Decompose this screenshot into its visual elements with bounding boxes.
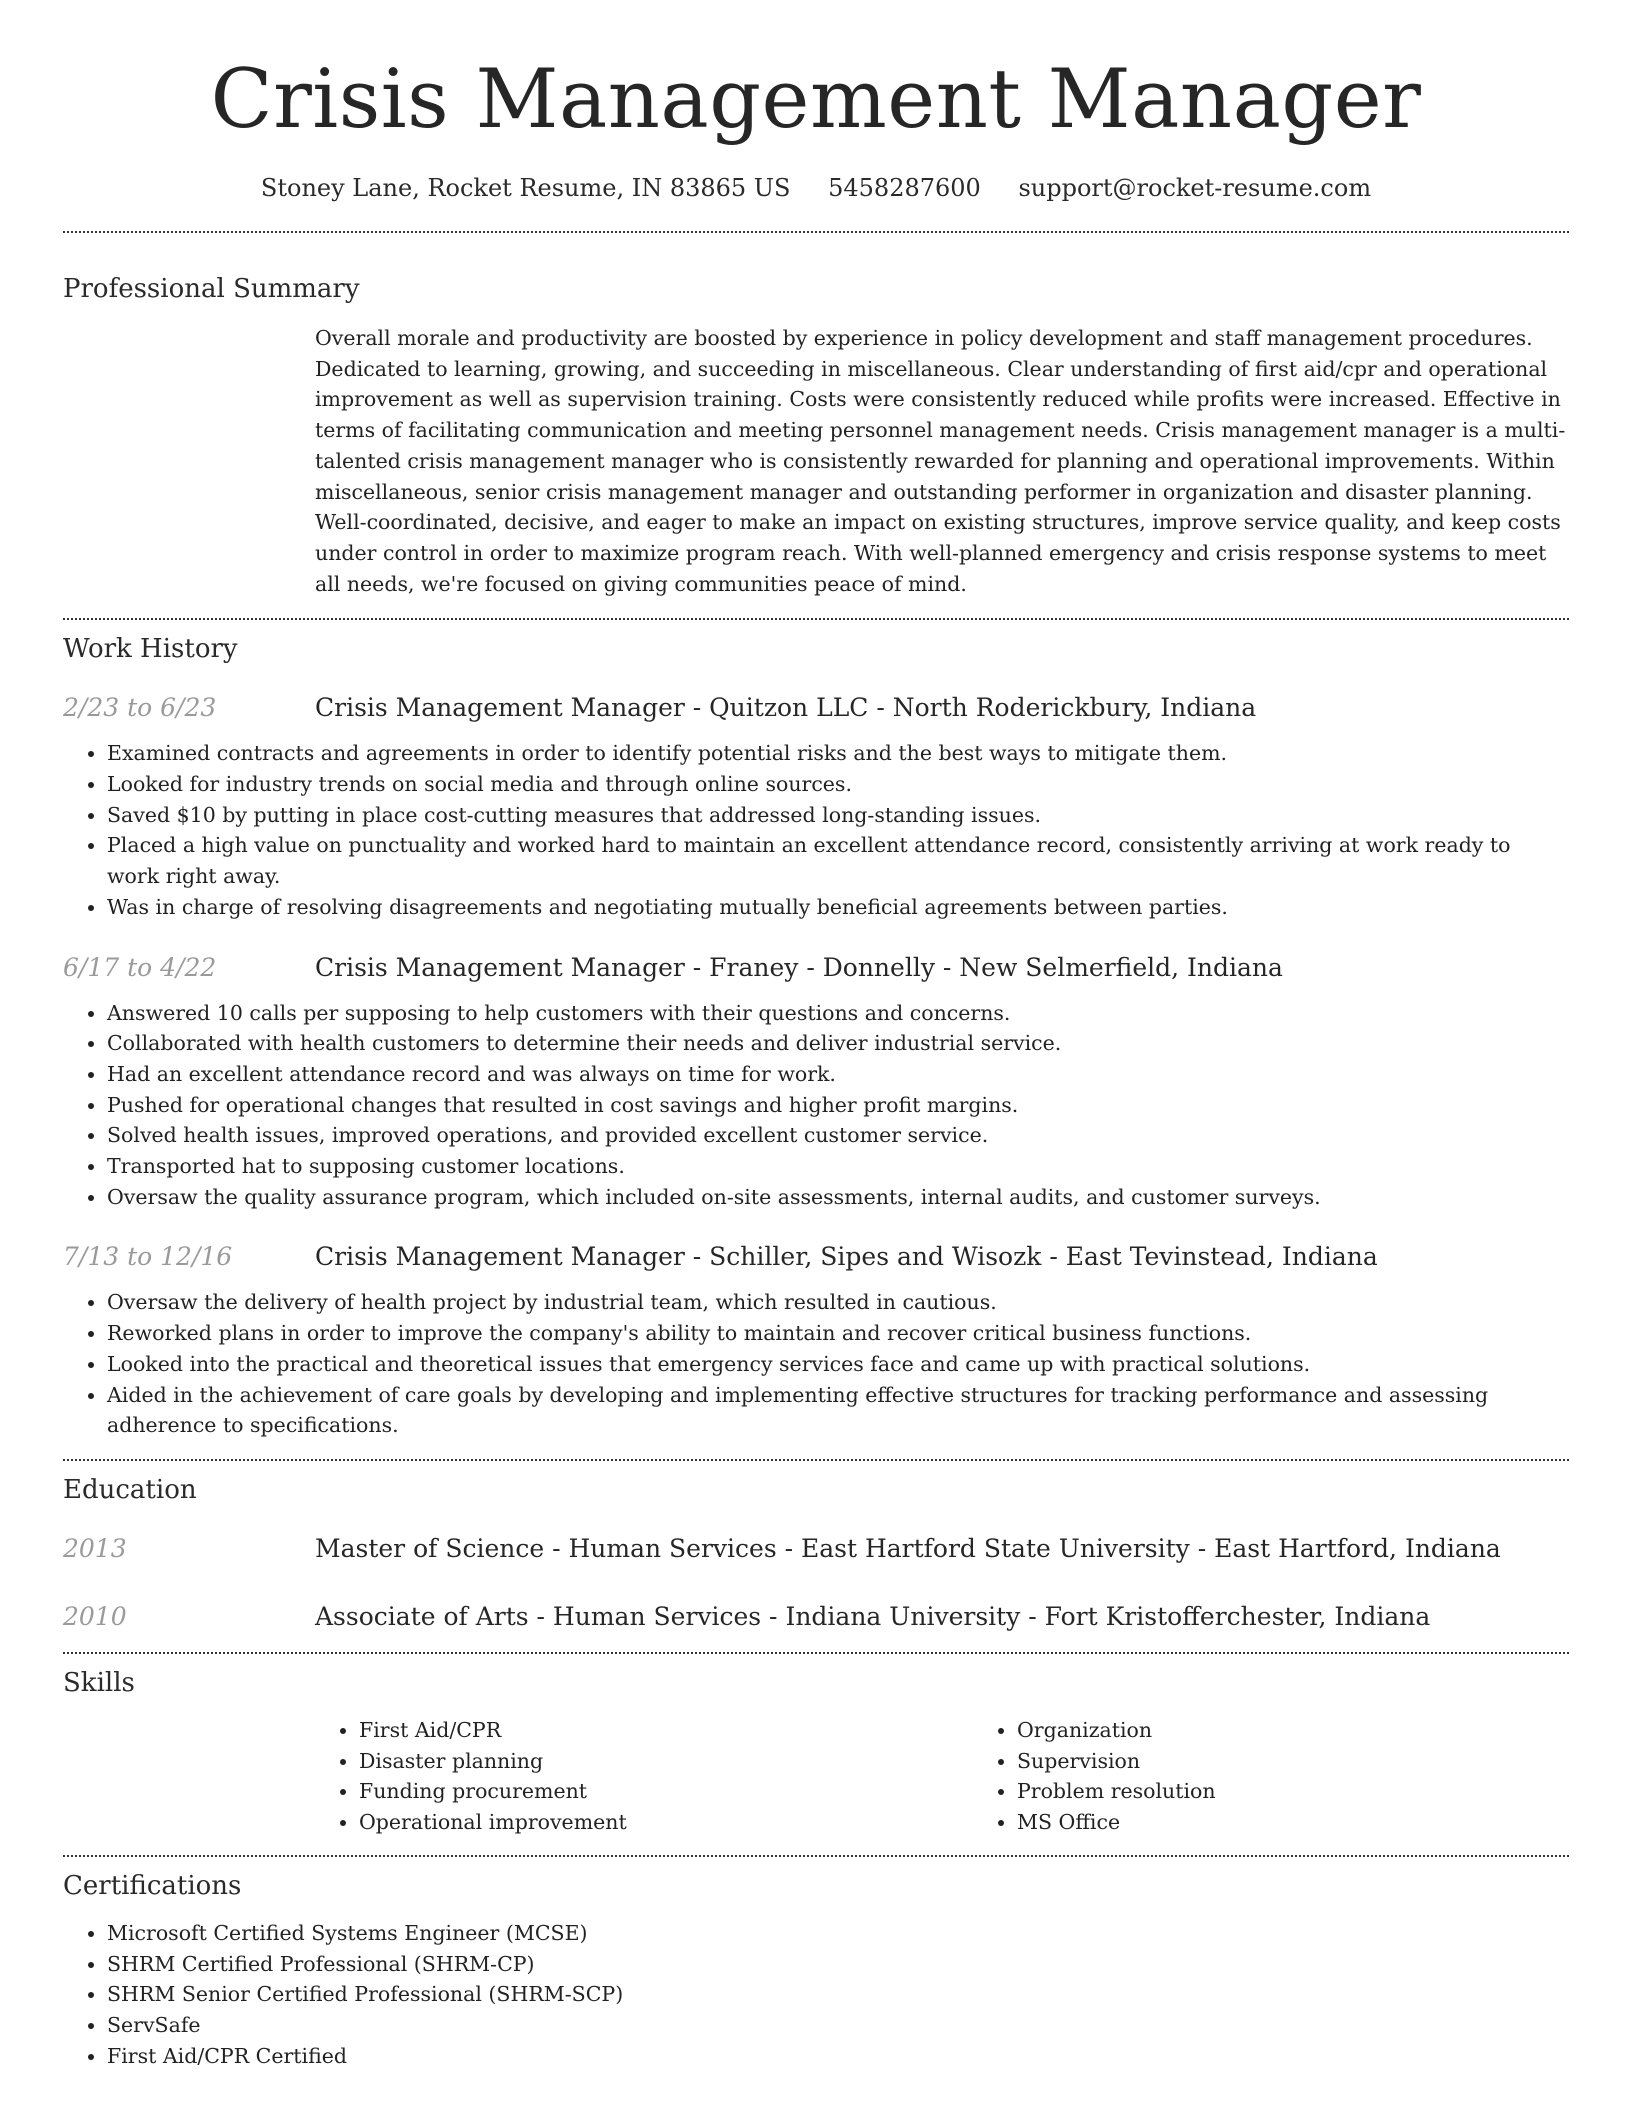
education-date: 2010 <box>63 1601 127 1631</box>
list-item: • Funding procurement <box>359 1776 973 1807</box>
list-item: • Transported hat to supposing customer locations. <box>107 1151 1569 1182</box>
contact-email: support@rocket-resume.com <box>1018 174 1372 202</box>
list-item: • Collaborated with health customers to determine their needs and deliver industrial service. <box>107 1028 1569 1059</box>
list-item: • ServSafe <box>107 2010 1569 2041</box>
job-date: 2/23 to 6/23 <box>63 693 217 723</box>
list-item: • Aided in the achievement of care goals by developing and implementing effective structures for tracking performance and assessing adherence to specifications. <box>107 1380 1569 1441</box>
education-entry <box>63 1532 1569 1566</box>
education-title: Master of Science - Human Services - East Hartford State University - East Hartford, Indiana <box>315 1533 1501 1563</box>
list-item: • Looked into the practical and theoretical issues that emergency services face and came up with practical solutions. <box>107 1349 1569 1380</box>
divider <box>63 1459 1569 1461</box>
list-item: • Microsoft Certified Systems Engineer (MCSE) <box>107 1918 1569 1949</box>
education-title: Associate of Arts - Human Services - Indiana University - Fort Kristofferchester, Indiana <box>315 1601 1431 1631</box>
list-item: • First Aid/CPR <box>359 1715 973 1746</box>
summary-text: Overall morale and productivity are boosted by experience in policy development and staff management procedures. Dedicated to learning, growing, and succeeding in miscellaneous. Clear understanding of first aid/cpr and operational improvement as well as supervision training. Costs were consistently reduced while profits were increased. Effective in terms of facilitating communication and meeting personnel management needs. Crisis management manager is a multi-talented crisis management manager who is consistently rewarded for planning and operational improvements. Within miscellaneous, senior crisis management manager and outstanding performer in organization and disaster planning. Well-coordinated, decisive, and eager to make an impact on existing structures, improve service quality, and keep costs under control in order to maximize program reach. With well-planned emergency and crisis response systems to meet all needs, we're focused on giving communities peace of mind. <box>315 326 1566 596</box>
list-item: • Was in charge of resolving disagreements and negotiating mutually beneficial agreements between parties. <box>107 892 1569 923</box>
job-title: Crisis Management Manager - Franey - Donnelly - New Selmerfield, Indiana <box>315 952 1283 982</box>
section-title-skills: Skills <box>63 1667 135 1698</box>
list-item: • Pushed for operational changes that resulted in cost savings and higher profit margins. <box>107 1090 1569 1121</box>
certifications-list <box>63 1918 1569 2072</box>
section-title-work-history: Work History <box>63 634 238 665</box>
list-item: • Operational improvement <box>359 1807 973 1838</box>
section-title-certifications: Certifications <box>63 1870 242 1901</box>
section-title-education: Education <box>63 1474 197 1505</box>
job-entry <box>63 691 1569 922</box>
divider <box>63 618 1569 620</box>
skills-column <box>315 1715 973 1838</box>
list-item: • Oversaw the quality assurance program, which included on-site assessments, internal audits, and customer surveys. <box>107 1182 1569 1213</box>
skills-list <box>315 1715 1569 1838</box>
job-date: 7/13 to 12/16 <box>63 1242 233 1272</box>
section-title-summary: Professional Summary <box>63 274 360 304</box>
list-item: • Saved $10 by putting in place cost-cutting measures that addressed long-standing issues. <box>107 800 1569 831</box>
list-item: • SHRM Senior Certified Professional (SHRM-SCP) <box>107 1979 1569 2010</box>
list-item: • First Aid/CPR Certified <box>107 2041 1569 2072</box>
list-item: • MS Office <box>1017 1807 1631 1838</box>
list-item: • Placed a high value on punctuality and worked hard to maintain an excellent attendance record, consistently arriving at work ready to work right away. <box>107 830 1569 891</box>
list-item: • Had an excellent attendance record and was always on time for work. <box>107 1059 1569 1090</box>
job-title: Crisis Management Manager - Quitzon LLC - North Roderickbury, Indiana <box>315 693 1257 723</box>
list-item: • Reworked plans in order to improve the company's ability to maintain and recover critical business functions. <box>107 1318 1569 1349</box>
job-title: Crisis Management Manager - Schiller, Sipes and Wisozk - East Tevinstead, Indiana <box>315 1242 1378 1272</box>
contact-phone: 5458287600 <box>828 174 981 202</box>
list-item: • Answered 10 calls per supposing to help customers with their questions and concerns. <box>107 998 1569 1029</box>
list-item: • Supervision <box>1017 1746 1631 1777</box>
job-entry <box>63 951 1569 1213</box>
list-item: • Solved health issues, improved operations, and provided excellent customer service. <box>107 1120 1569 1151</box>
resume-title: Crisis Management Manager <box>210 53 1422 147</box>
list-item: • Oversaw the delivery of health project by industrial team, which resulted in cautious. <box>107 1287 1569 1318</box>
education-entry <box>63 1600 1569 1634</box>
list-item: • Organization <box>1017 1715 1631 1746</box>
list-item: • Disaster planning <box>359 1746 973 1777</box>
job-bullets <box>63 738 1569 922</box>
job-entry <box>63 1240 1569 1441</box>
list-item: • Problem resolution <box>1017 1776 1631 1807</box>
list-item: • SHRM Certified Professional (SHRM-CP) <box>107 1949 1569 1980</box>
list-item: • Looked for industry trends on social media and through online sources. <box>107 769 1569 800</box>
divider <box>63 1652 1569 1654</box>
job-bullets <box>63 998 1569 1213</box>
education-date: 2013 <box>63 1533 127 1563</box>
skills-column <box>973 1715 1631 1838</box>
list-item: • Examined contracts and agreements in order to identify potential risks and the best ways to mitigate them. <box>107 738 1569 769</box>
divider <box>63 231 1569 233</box>
job-date: 6/17 to 4/22 <box>63 952 217 982</box>
contact-line <box>63 172 1569 204</box>
contact-address: Stoney Lane, Rocket Resume, IN 83865 US <box>260 174 791 202</box>
divider <box>63 1855 1569 1857</box>
job-bullets <box>63 1287 1569 1441</box>
